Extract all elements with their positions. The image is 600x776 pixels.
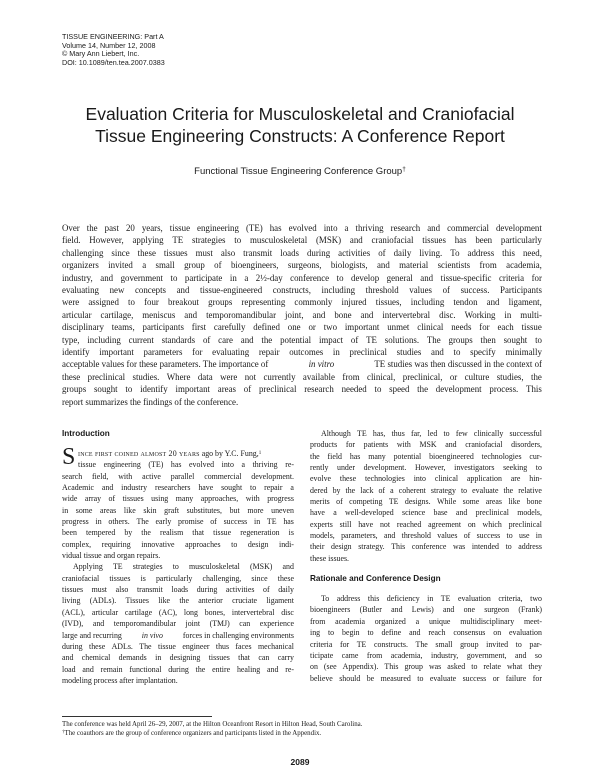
title-line: Evaluation Criteria for Musculoskeletal and Craniofacial <box>85 104 515 124</box>
abstract-line: report summarizes the findings of the conference. <box>62 396 239 407</box>
intro-line <box>62 448 294 459</box>
author-group <box>40 166 560 178</box>
journal-volume: Volume 14, Number 12, 2008 <box>62 40 156 50</box>
body-line: criteria for TE constructs. The small group invited to par- <box>310 639 542 649</box>
body-line: evolve these technologies into clinical application are hin- <box>310 474 542 484</box>
body-line: merits of competing TE designs. While some areas like bone <box>310 497 542 507</box>
body-line: dered by the lack of a coherent strategy to evaluate the relative <box>310 485 542 495</box>
body-line: from academia organized a unique multidisciplinary meet- <box>310 616 542 626</box>
abstract-line: evaluating new concepts and tissue-engineered constructs, including threshold values of success. Participants <box>62 285 542 296</box>
abstract-italic: in vitro <box>308 359 335 370</box>
intro-text: forces in challenging environments <box>182 630 294 640</box>
intro-line: vidual tissue and organ repairs. <box>62 551 161 561</box>
body-line: believe should be measured to evaluate success or failure for <box>310 673 542 683</box>
author-group-name: Functional Tissue Engineering Conference Group <box>194 166 403 177</box>
body-line: ticipate came from academia, industry, government, and so <box>310 650 542 660</box>
intro-line: complex, requiring innovative approaches to design indi- <box>62 539 294 549</box>
body-line: products for patients with MSK and craniofacial disorders, <box>310 440 542 450</box>
author-footnote-mark: † <box>402 166 406 173</box>
intro-line: Academic and industry researchers have sought to repair a <box>62 483 294 493</box>
intro-text: large and recurring <box>62 630 122 640</box>
intro-line-with-italic <box>62 630 294 641</box>
right-paragraph-2 <box>310 593 542 684</box>
footnote-mark: † <box>62 730 65 735</box>
footnote-coauthors <box>62 729 362 738</box>
journal-copyright: © Mary Ann Liebert, Inc. <box>62 49 140 59</box>
footnotes <box>62 720 362 738</box>
intro-line: and chemical demands in designing tissues that can carry <box>62 653 294 663</box>
abstract-line: were assigned to four breakout groups representing commonly injured tissues, including tendon and ligament, <box>62 297 542 308</box>
intro-line: been tempered by the realism that tissue regeneration is <box>62 528 294 538</box>
citation-mark: 1 <box>258 451 262 456</box>
page-number: 2089 <box>290 757 310 767</box>
body-line: have a well-developed science base and preclinical models, <box>310 508 542 518</box>
abstract-line: identify important parameters for evaluating repair outcomes in preclinical studies and to specify minimally <box>62 347 542 358</box>
abstract <box>62 222 542 408</box>
journal-info <box>62 33 165 67</box>
left-column <box>62 428 294 686</box>
abstract-line: organizers invited a small group of bioengineers, surgeons, biologists, and material scientists from academia, <box>62 260 542 271</box>
intro-line: craniofacial tissues is particularly challenging, since these <box>62 573 294 583</box>
abstract-line: challenging since these tissues must also transmit loads during activities of daily living. To address this need, <box>62 247 542 258</box>
abstract-line: articular cartilage, meniscus and temporomandibular joint, and bone and intervertebral disc. Working in multi- <box>62 309 542 320</box>
intro-line: (IVD), and temporomandibular joint (TMJ) can experience <box>62 619 294 629</box>
body-line: rently under development. However, investigators seeking to <box>310 463 542 473</box>
intro-text: ago by Y.C. Fung, <box>201 449 259 458</box>
intro-italic: in vivo <box>141 630 164 640</box>
body-line: ing to begin to define and reach consensus on evaluation <box>310 628 542 638</box>
intro-line: (ACL), articular cartilage (AC), long bones, intervertebral disc <box>62 607 294 617</box>
abstract-line: type, including current standards of care and the potential impact of TE solutions. The groups then sought to <box>62 334 542 345</box>
body-line: experts still have not reached agreement on which preclinical <box>310 519 542 529</box>
body-line: bioengineers (Butler and Lewis) and one surgeon (Frank) <box>310 605 542 615</box>
abstract-line: Over the past 20 years, tissue engineering (TE) has evolved into a thriving research and commercial development <box>62 223 542 233</box>
body-line: on (see Appendix). This group was asked to relate what they <box>310 662 542 672</box>
intro-line: modeling process after implantation. <box>62 675 178 685</box>
abstract-line-with-italic <box>62 358 542 370</box>
section-heading-rationale: Rationale and Conference Design <box>310 574 441 584</box>
body-line: To address this deficiency in TE evaluation criteria, two <box>321 594 542 604</box>
body-line: their design strategy. This conference was intended to address <box>310 542 542 552</box>
intro-line: search field, with active parallel commercial development. <box>62 471 294 481</box>
intro-line: Applying TE strategies to musculoskeletal (MSK) and <box>73 562 294 572</box>
body-line: the field has many potential bioengineered technologies cur- <box>310 451 542 461</box>
abstract-line: field. However, applying TE strategies to musculoskeletal (MSK) and craniofacial tissues has been particularly <box>62 235 542 246</box>
body-line: Although TE has, thus far, led to few clinically successful <box>321 429 542 438</box>
footnote-divider <box>62 716 212 717</box>
introduction-paragraph <box>62 444 294 561</box>
abstract-text: acceptable values for these parameters. The importance of <box>62 359 269 370</box>
body-line: these issues. <box>310 553 350 563</box>
footnote-conference: The conference was held April 26–29, 2007, at the Hilton Oceanfront Resort in Hilton Head, South Carolina. <box>62 721 363 728</box>
right-paragraph-1 <box>310 428 542 564</box>
article-title <box>40 103 560 147</box>
journal-doi: DOI: 10.1089/ten.tea.2007.0383 <box>62 57 165 67</box>
drop-cap: S <box>62 444 76 470</box>
intro-line: during these ADLs. The tissue engineer thus faces mechanical <box>62 641 294 651</box>
intro-line: tissue engineering (TE) has evolved into a thriving re- <box>78 460 294 470</box>
footnote-text: The coauthors are the group of conference organizers and participants listed in the Appendix. <box>64 730 322 737</box>
intro-line: wide array of tissues using many approaches, with progress <box>62 494 294 504</box>
body-line: models, parameters, and threshold values of success to use in <box>310 531 542 541</box>
abstract-line: industry, and government to participate in a 2½-day conference to develop general and tissue-specific criteria for <box>62 272 542 283</box>
smallcaps-lead: ince first coined almost 20 years <box>78 449 200 458</box>
intro-line: in some areas like skin graft substitutes, but more uneven <box>62 505 294 515</box>
abstract-line: disciplinary teams, participants first carefully defined one or two important unmet clinical needs for each tissue <box>62 322 542 333</box>
intro-line: progress in others. The early promise of success in TE has <box>62 517 294 527</box>
abstract-line: groups sought to identify important areas of preclinical research needed to speed the development process. This <box>62 384 542 395</box>
abstract-line: these preclinical studies. Where data were not currently available from clinical, preclinical, or culture studies, the <box>62 371 542 382</box>
journal-name: TISSUE ENGINEERING: Part A <box>62 32 164 41</box>
intro-line: load and remain functional during the entire healing and re- <box>62 664 294 674</box>
right-column <box>310 428 542 684</box>
intro-line: living (ADLs). Tissues like the anterior cruciate ligament <box>62 596 294 606</box>
title-line: Tissue Engineering Constructs: A Conference Report <box>95 126 505 146</box>
intro-line: tissues must also transmit loads during activities of daily <box>62 585 294 595</box>
introduction-paragraph-2 <box>62 561 294 686</box>
abstract-text: TE studies was then discussed in the context of <box>374 359 542 370</box>
section-heading-introduction: Introduction <box>62 429 110 438</box>
